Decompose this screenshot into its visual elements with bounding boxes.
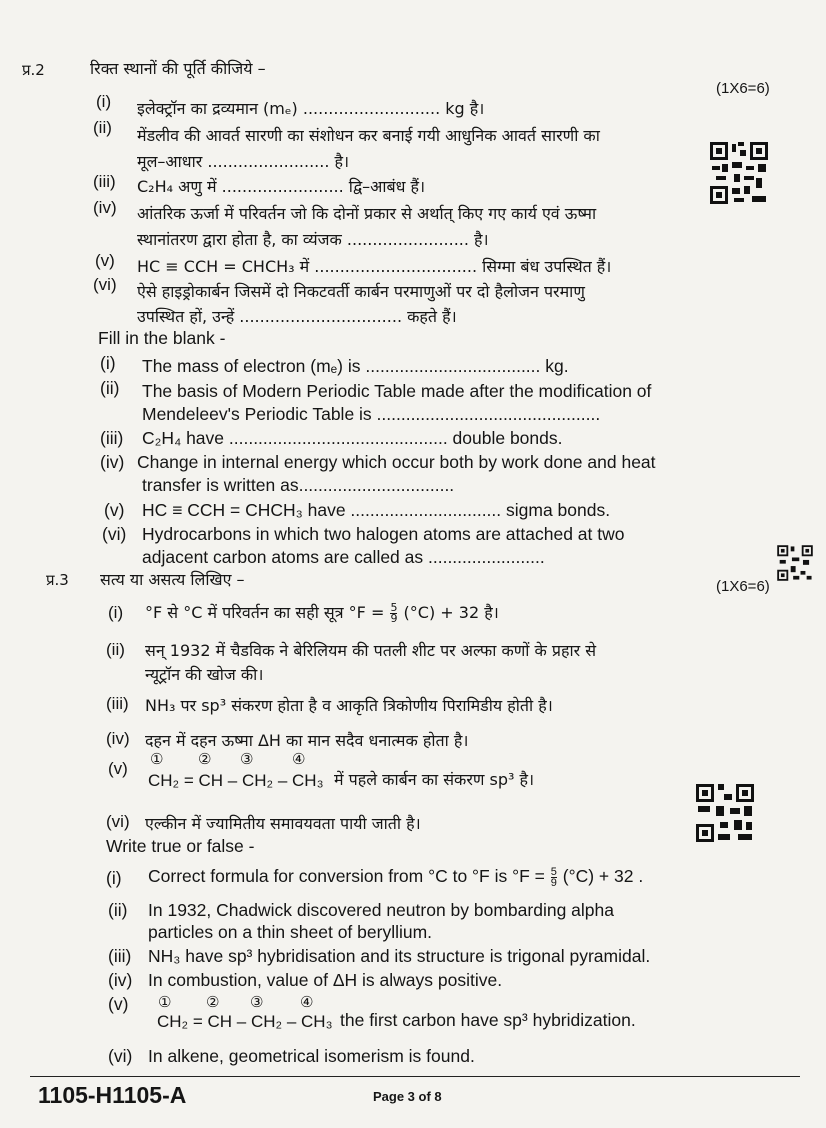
q3-hi-6-label: (vi) <box>106 812 130 831</box>
q2-en-4-label: (iv) <box>100 452 125 472</box>
q2-en-6-line2: adjacent carbon atoms are called as ........................ <box>142 547 545 567</box>
q2-hi-4-label: (iv) <box>93 198 117 217</box>
fraction-5-9: $\frac{5}{9}$ <box>390 601 398 625</box>
q3-hi-1-text: °F से °C में परिवर्तन का सही सूत्र °F = $\frac{5}{9}$ (°C) + 32 है। <box>145 601 499 625</box>
q3-hi-3-text: NH₃ पर sp³ संकरण होता है व आकृति त्रिकोणीय पिरामिडीय होती है। <box>145 696 553 715</box>
circled-4-icon: ④ <box>300 993 314 1011</box>
q2-hi-1-label: (i) <box>96 92 112 111</box>
q2-hi-2-line1: मेंडलीव की आवर्त सारणी का संशोधन कर बनाई गयी आधुनिक आवर्त सारणी का <box>137 126 600 145</box>
q3-en-3-label: (iii) <box>108 946 132 966</box>
q3-hi-4-text: दहन में दहन ऊष्मा ΔH का मान सदैव धनात्मक होता है। <box>145 731 469 750</box>
qr-code-icon <box>708 140 770 206</box>
q3-en-5-text: the first carbon have sp³ hybridization. <box>340 1010 636 1030</box>
q3-en-3-text: NH₃ have sp³ hybridisation and its structure is trigonal pyramidal. <box>148 946 651 966</box>
circled-3-icon: ③ <box>240 750 254 768</box>
q2-en-2-label: (ii) <box>100 378 120 398</box>
q2-hi-5-text: HC ≡ CCH = CHCH₃ में ................................ सिग्मा बंध उपस्थित हैं। <box>137 257 612 276</box>
q2-en-4-line1: Change in internal energy which occur both by work done and heat <box>137 452 656 472</box>
q2-hi-3-text: C₂H₄ अणु में ........................ द्वि–आबंध हैं। <box>137 177 426 196</box>
q2-hi-3-label: (iii) <box>93 172 116 191</box>
q2-en-2-line1: The basis of Modern Periodic Table made after the modification of <box>142 381 652 401</box>
q2-en-5-text: HC ≡ CCH = CHCH₃ have ............................... sigma bonds. <box>142 500 611 520</box>
q3-en-1-text: Correct formula for conversion from °C to °F is °F = $\frac{5}{9}$ (°C) + 32 . <box>148 865 644 889</box>
q2-en-4-line2: transfer is written as................................ <box>142 475 455 495</box>
q2-hi-6-line2: उपस्थित हों, उन्हें ................................ कहते हैं। <box>137 307 457 326</box>
q2-en-2-line2: Mendeleev's Periodic Table is .............................................. <box>142 404 601 424</box>
q3-title-hindi: सत्य या असत्य लिखिए – <box>100 570 245 589</box>
q3-marks: (1X6=6) <box>716 578 770 595</box>
q3-hi-2-label: (ii) <box>106 640 125 659</box>
q2-en-1-label: (i) <box>100 353 116 373</box>
q2-hi-4-line2: स्थानांतरण द्वारा होता है, का व्यंजक ........................ है। <box>137 230 489 249</box>
q3-hi-2-line2: न्यूट्रॉन की खोज की। <box>145 665 264 684</box>
q3-hi-5-label: (v) <box>108 759 128 778</box>
q2-marks: (1X6=6) <box>716 80 770 97</box>
q2-hi-5-label: (v) <box>95 251 115 270</box>
q2-en-3-label: (iii) <box>100 428 124 448</box>
q3-hi-5-formula: CH₂ = CH – CH₂ – CH₃ <box>148 771 324 790</box>
q2-hi-6-line1: ऐसे हाइड्रोकार्बन जिसमें दो निकटवर्ती कार्बन परमाणुओं पर दो हैलोजन परमाणु <box>137 282 585 301</box>
q2-number: प्र.2 <box>22 61 45 79</box>
footer-paper-code: 1105-H1105-A <box>38 1082 187 1108</box>
q2-en-6-line1: Hydrocarbons in which two halogen atoms are attached at two <box>142 524 625 544</box>
q2-hi-2-line2: मूल–आधार ........................ है। <box>137 152 350 171</box>
q3-hi-2-line1: सन् 1932 में चैडविक ने बेरिलियम की पतली शीट पर अल्फा कणों के प्रहार से <box>145 641 597 660</box>
q3-title-english: Write true or false - <box>106 836 255 856</box>
q3-hi-4-label: (iv) <box>106 729 130 748</box>
q3-en-2-line2: particles on a thin sheet of beryllium. <box>148 922 433 942</box>
qr-code-icon <box>776 544 814 582</box>
q3-en-5-formula: CH₂ = CH – CH₂ – CH₃ <box>157 1012 333 1031</box>
q2-hi-4-line1: आंतरिक ऊर्जा में परिवर्तन जो कि दोनों प्रकार से अर्थात् किए गए कार्य एवं ऊष्मा <box>137 204 597 223</box>
q2-hi-2-label: (ii) <box>93 118 112 137</box>
circled-1-icon: ① <box>158 993 172 1011</box>
q2-en-1-text: The mass of electron (mₑ) is .................................... kg. <box>142 356 569 376</box>
q3-en-5-label: (v) <box>108 994 129 1014</box>
q2-en-3-text: C₂H₄ have ............................................. double bonds. <box>142 428 563 448</box>
q3-number: प्र.3 <box>46 571 69 589</box>
q3-en-2-label: (ii) <box>108 900 128 920</box>
q3-en-1-label: (i) <box>106 868 122 888</box>
qr-code-icon <box>694 782 756 844</box>
fraction-5-9: $\frac{5}{9}$ <box>550 865 557 889</box>
q3-hi-1-label: (i) <box>108 603 124 622</box>
q3-en-4-text: In combustion, value of ΔH is always positive. <box>148 970 503 990</box>
q2-hi-6-label: (vi) <box>93 275 117 294</box>
q3-en-4-label: (iv) <box>108 970 133 990</box>
q3-hi-5-text: में पहले कार्बन का संकरण sp³ है। <box>334 770 535 789</box>
circled-1-icon: ① <box>150 750 164 768</box>
footer-page-number: Page 3 of 8 <box>373 1089 442 1104</box>
q2-hi-1-text: इलेक्ट्रॉन का द्रव्यमान (mₑ) ........................... kg है। <box>137 99 485 118</box>
q2-en-6-label: (vi) <box>102 524 127 544</box>
q3-en-6-text: In alkene, geometrical isomerism is found. <box>148 1046 475 1066</box>
q2-title-hindi: रिक्त स्थानों की पूर्ति कीजिये – <box>90 59 266 78</box>
q3-hi-6-text: एल्कीन में ज्यामितीय समावयवता पायी जाती है। <box>145 814 421 833</box>
q3-en-2-line1: In 1932, Chadwick discovered neutron by bombarding alpha <box>148 900 614 920</box>
q3-en-6-label: (vi) <box>108 1046 133 1066</box>
circled-4-icon: ④ <box>292 750 306 768</box>
footer-divider <box>30 1076 800 1077</box>
circled-3-icon: ③ <box>250 993 264 1011</box>
circled-2-icon: ② <box>198 750 212 768</box>
q3-hi-3-label: (iii) <box>106 694 129 713</box>
q2-en-5-label: (v) <box>104 500 125 520</box>
circled-2-icon: ② <box>206 993 220 1011</box>
q2-title-english: Fill in the blank - <box>98 328 226 348</box>
